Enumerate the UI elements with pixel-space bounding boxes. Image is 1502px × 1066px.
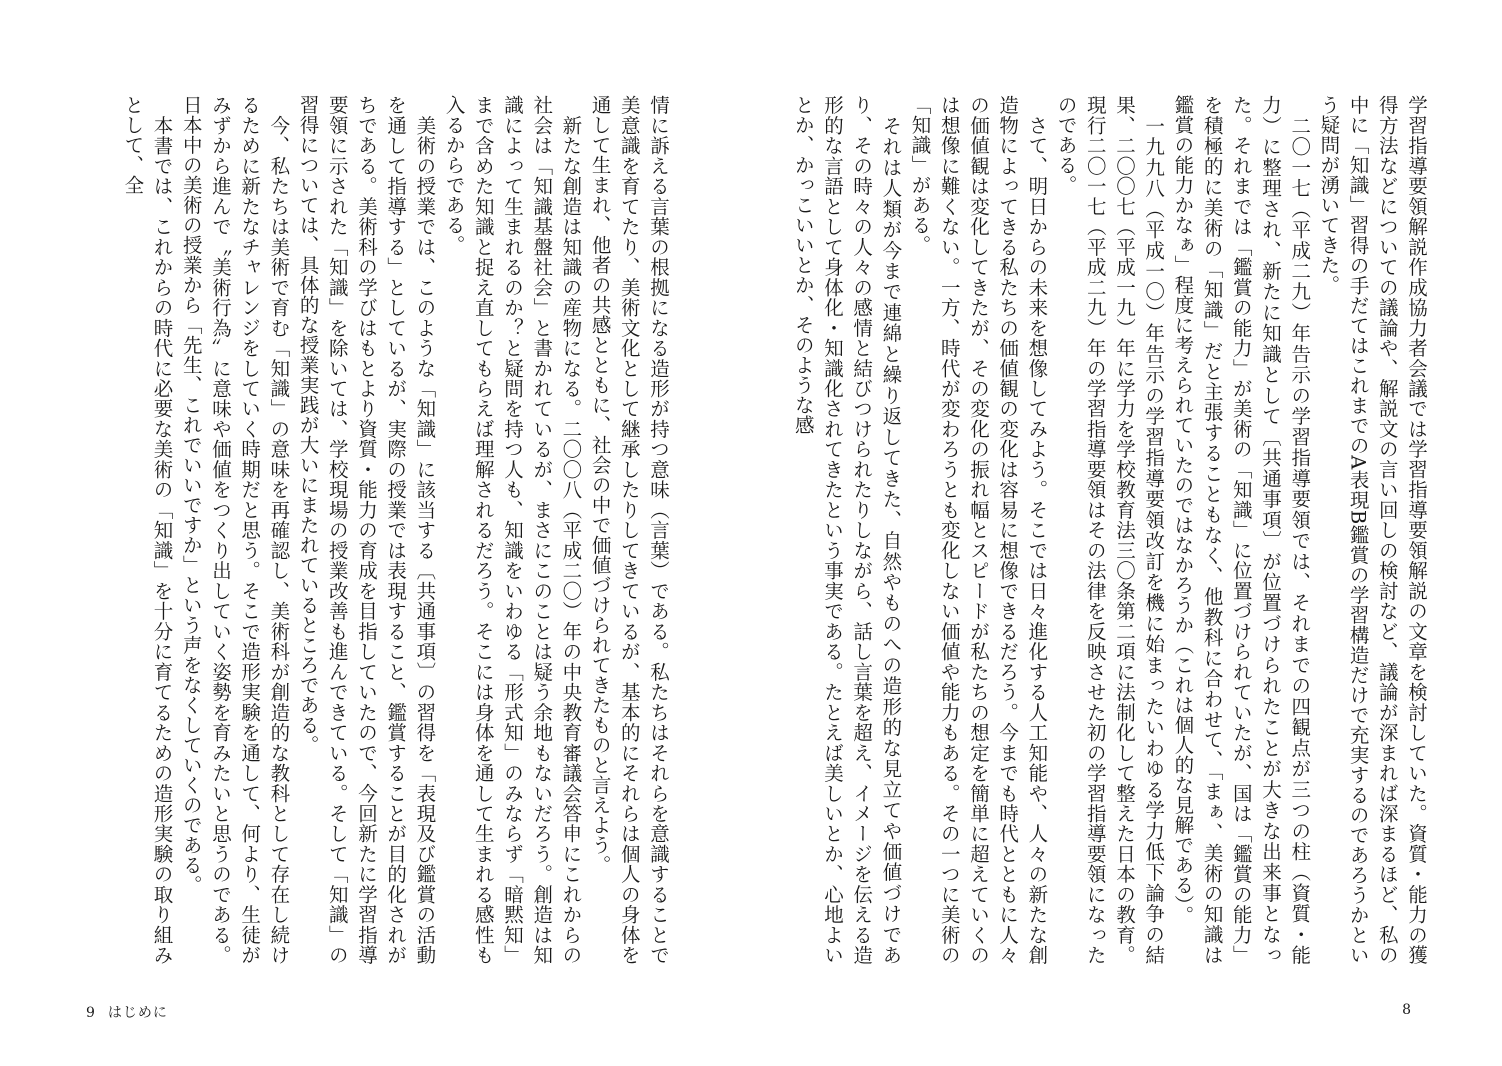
left-page-running-title: はじめに [107, 1005, 168, 1021]
right-page-number: 8 [1402, 1002, 1412, 1018]
left-page-body-text: 情に訴える言葉の根拠になる造形が持つ意味（言葉）である。私たちはそれらを意識することで美意識を育てたり、美術文化として継承したりしてきているが、基本的にそれらは個人の身体を通して生まれ、他者の共感とともに、社会の中で価値づけられてきたものと言えよう。 新たな創造は知識の産物になる。二〇〇八（平成二〇）年の中央教育審議会答申にこれからの社会は「知識基盤社会」と書かれているが、まさにこのことは疑う余地もないだろう。創造は知識によって生まれるのか？と疑問を持つ人も、知識をいわゆる「形式知」のみならず「暗黙知」まで含めた知識と捉え直してもらえば理解されるだろう。そこには身体を通して生まれる感性も入るからである。 美術の授業では、このような「知識」に該当する〔共通事項〕の習得を「表現及び鑑賞の活動を通して指導する」としているが、実際の授業では表現すること、鑑賞することが目的化されがちである。美術科の学びはもとより資質・能力の育成を目指していたので、今回新たに学習指導要領に示された「知識」を除いては、学校現場の授業改善も進んできている。そして「知識」の習得については、具体的な授業実践が大いにまたれているところである。 今、私たちは美術で育む「知識」の意味を再確認し、美術科が創造的な教科として存在し続けるために新たなチャレンジをしていく時期だと思う。そこで造形実験を通して、何より、生徒がみずから進んで〝美術行為〟に意味や価値をつくり出していく姿勢を育みたいと思うのである。日本中の美術の授業から「先生、これでいいですか」という声をなくしていくのである。 本書では、これからの時代に必要な美術の「知識」を十分に育てるための造形実験の取り組みとして、全 [121, 95, 670, 966]
left-page-number: 9 [86, 1005, 96, 1021]
right-page [751, 0, 1502, 1066]
left-page-folio [86, 1002, 168, 1022]
right-page-body-text: 学習指導要領解説作成協力者会議では学習指導要領解説の文章を検討していた。資質・能力の獲得方法などについての議論や、解説文の言い回しの検討など、議論が深まれば深まるほど、私の中に「知識」習得の手だてはこれまでのA表現B鑑賞の学習構造だけで充実するのであろうかという疑問が湧いてきた。 二〇一七（平成二九）年告示の学習指導要領では、それまでの四観点が三つの柱（資質・能力）に整理され、新たに知識として〔共通事項〕が位置づけられたことが大きな出来事となった。それまでは「鑑賞の能力」が美術の「知識」に位置づけられていたが、国は「鑑賞の能力」を積極的に美術の「知識」だと主張することもなく、他教科に合わせて、「まぁ、美術の知識は鑑賞の能力かなぁ」程度に考えられていたのではなかろうか（これは個人的な見解である）。 一九九八（平成一〇）年告示の学習指導要領改訂を機に始まったいわゆる学力低下論争の結果、二〇〇七（平成一九）年に学力を学校教育法三〇条第二項に法制化して整えた日本の教育。現行二〇一七（平成二九）年の学習指導要領はその法律を反映させた初の学習指導要領になったのである。 さて、明日からの未来を想像してみよう。そこでは日々進化する人工知能や、人々の新たな創造物によってきる私たちの価値観の変化は容易に想像できるだろう。今までも時代とともに人々の価値観は変化してきたが、その変化の振れ幅とスピードが私たちの想定を簡単に超えていくのは想像に難くない。一方、時代が変わろうとも変化しない価値や能力もある。その一つに美術の「知識」がある。 それは人類が今まで連綿と繰り返してきた、自然やものへの造形的な見立てや価値づけであり、その時々の人々の感情と結びつけられたりしながら、話し言葉を超え、イメージを伝える造形的な言語として身体化・知識化されてきたという事実である。たとえば美しいとか、心地よいとか、かっこいいとか、そのような感 [791, 95, 1428, 966]
right-page-folio [1402, 1002, 1412, 1018]
